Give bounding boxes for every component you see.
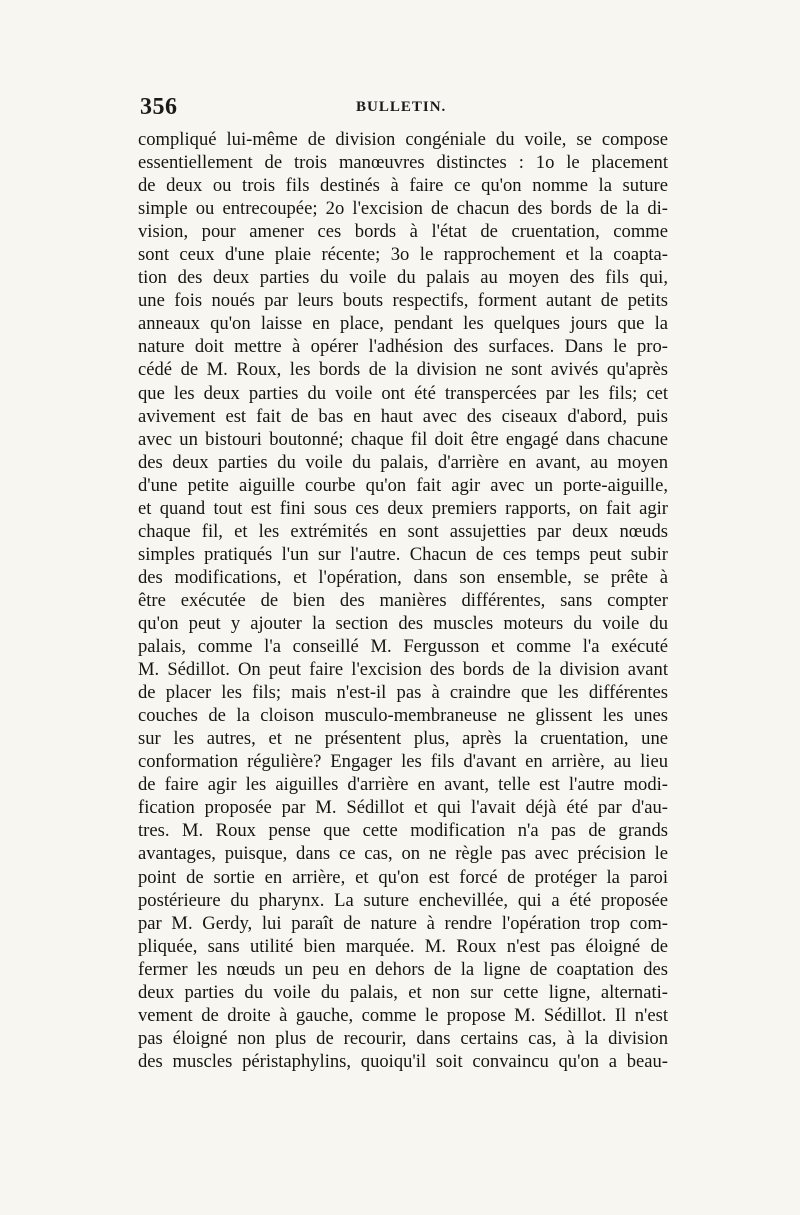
text-line: M. Sédillot. On peut faire l'excision des bords de la division avant — [138, 659, 668, 681]
text-line: et quand tout est fini sous ces deux premiers rapports, on fait agir — [138, 497, 668, 519]
text-line: vision, pour amener ces bords à l'état de cruentation, comme — [138, 221, 668, 243]
text-line: des deux parties du voile du palais, d'arrière en avant, au moyen — [138, 451, 668, 473]
running-head: BULLETIN. — [356, 99, 447, 115]
text-line: nature doit mettre à opérer l'adhésion des surfaces. Dans le pro- — [138, 336, 668, 358]
text-line: deux parties du voile du palais, et non sur cette ligne, alternati- — [138, 981, 668, 1003]
text-line: avantages, puisque, dans ce cas, on ne règle pas avec précision le — [138, 843, 668, 865]
text-line: avivement est fait de bas en haut avec des ciseaux d'abord, puis — [138, 405, 668, 427]
text-line: sont ceux d'une plaie récente; 3o le rapprochement et la coapta- — [138, 244, 668, 266]
text-line: que les deux parties du voile ont été transpercées par les fils; cet — [138, 382, 668, 404]
text-line: par M. Gerdy, lui paraît de nature à rendre l'opération trop com- — [138, 912, 668, 934]
text-line: conformation régulière? Engager les fils d'avant en arrière, au lieu — [138, 751, 668, 773]
text-line: tion des deux parties du voile du palais au moyen des fils qui, — [138, 267, 668, 289]
text-line: d'une petite aiguille courbe qu'on fait agir avec un porte-aiguille, — [138, 474, 668, 496]
text-line: compliqué lui-même de division congéniale du voile, se compose — [138, 129, 668, 150]
text-line: point de sortie en arrière, et qu'on est forcé de protéger la paroi — [138, 866, 668, 888]
text-line: sur les autres, et ne présentent plus, après la cruentation, une — [138, 728, 668, 750]
text-line: palais, comme l'a conseillé M. Fergusson et comme l'a exécuté — [138, 636, 668, 658]
text-line: pliquée, sans utilité bien marquée. M. Roux n'est pas éloigné de — [138, 935, 668, 957]
text-line: qu'on peut y ajouter la section des muscles moteurs du voile du — [138, 612, 668, 634]
text-line: une fois noués par leurs bouts respectifs, forment autant de petits — [138, 290, 668, 312]
text-line: pas éloigné non plus de recourir, dans certains cas, à la division — [138, 1027, 668, 1049]
text-line: essentiellement de trois manœuvres distinctes : 1o le placement — [138, 152, 668, 174]
text-line: tres. M. Roux pense que cette modification n'a pas de grands — [138, 820, 668, 842]
text-line: fication proposée par M. Sédillot et qui l'avait déjà été par d'au- — [138, 797, 668, 819]
text-line: simples pratiqués l'un sur l'autre. Chacun de ces temps peut subir — [138, 543, 668, 565]
text-line: être exécutée de bien des manières différentes, sans compter — [138, 589, 668, 611]
text-line: des modifications, et l'opération, dans son ensemble, se prête à — [138, 566, 668, 588]
page-header — [138, 94, 668, 124]
text-line: avec un bistouri boutonné; chaque fil doit être engagé dans chacune — [138, 428, 668, 450]
text-line: simple ou entrecoupée; 2o l'excision de chacun des bords de la di- — [138, 198, 668, 220]
page-number: 356 — [140, 94, 178, 120]
text-line: de deux ou trois fils destinés à faire ce qu'on nomme la suture — [138, 175, 668, 197]
text-line: cédé de M. Roux, les bords de la division ne sont avivés qu'après — [138, 359, 668, 381]
text-line: anneaux qu'on laisse en place, pendant les quelques jours que la — [138, 313, 668, 335]
text-line: fermer les nœuds un peu en dehors de la ligne de coaptation des — [138, 958, 668, 980]
text-line: chaque fil, et les extrémités en sont assujetties par deux nœuds — [138, 520, 668, 542]
text-line: de placer les fils; mais n'est-il pas à craindre que les différentes — [138, 682, 668, 704]
text-line: postérieure du pharynx. La suture enchevillée, qui a été proposée — [138, 889, 668, 911]
text-line: vement de droite à gauche, comme le propose M. Sédillot. Il n'est — [138, 1004, 668, 1026]
text-line: couches de la cloison musculo-membraneuse ne glissent les unes — [138, 705, 668, 727]
text-line: de faire agir les aiguilles d'arrière en avant, telle est l'autre modi- — [138, 774, 668, 796]
text-line: des muscles péristaphylins, quoiqu'il soit convaincu qu'on a beau- — [138, 1050, 668, 1072]
body-text — [138, 128, 668, 1073]
